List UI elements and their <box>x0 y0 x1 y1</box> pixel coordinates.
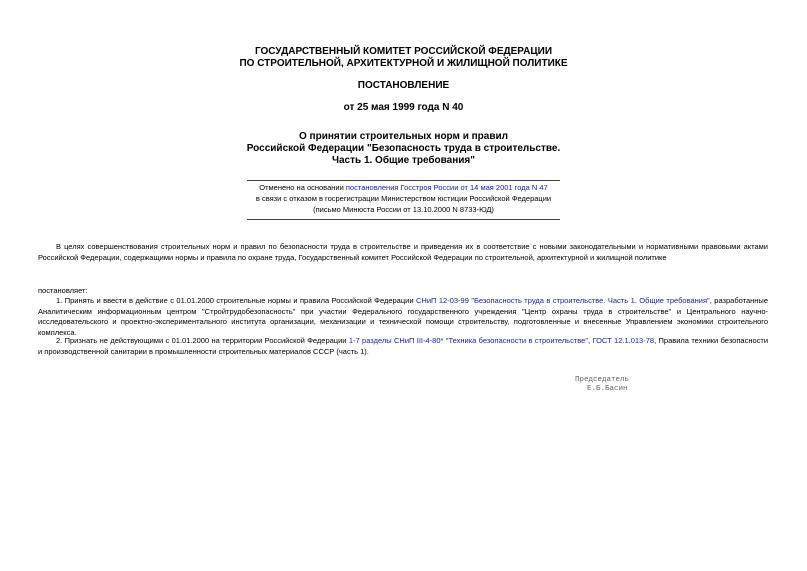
item-1-text-cont: , разработанные Аналитическим информационным центром "Стройтрудобезопасность" при участии Федерального государственного учреждения "Центр охраны труда в строительстве" и Центрального научно-исследовательского и проектно-экспериментального института организации, механизации и технической помощи строительству, подготовленные и внесенные Управлением экономики строительного комплекса. <box>38 296 768 337</box>
document-type: ПОСТАНОВЛЕНИЕ <box>357 80 450 91</box>
item-2-text: 2. Признать не действующими с 01.01.2000 на территории Российской Федерации <box>56 336 349 345</box>
issuer-line-2: ПО СТРОИТЕЛЬНОЙ, АРХИТЕКТУРНОЙ И ЖИЛИЩНОЙ ПОЛИТИКЕ <box>239 58 568 69</box>
annul-note-line-1 <box>0 183 807 193</box>
item-1-paragraph <box>38 296 768 338</box>
item-1-text: 1. Принять и ввести в действие с 01.01.2000 строительные нормы и правила Российской Федерации <box>56 296 416 305</box>
issuer-line-1: ГОСУДАРСТВЕННЫЙ КОМИТЕТ РОССИЙСКОЙ ФЕДЕРАЦИИ <box>254 46 553 57</box>
divider-top <box>247 180 560 181</box>
subject-line-3: Часть 1. Общие требования" <box>331 155 476 166</box>
annul-note-prefix: Отменено на основании <box>259 183 346 192</box>
snip-iii-4-80-link[interactable]: 1-7 разделы СНиП III-4-80* "Техника безопасности в строительстве" <box>348 336 588 345</box>
subject-line-2: Российской Федерации "Безопасность труда в строительстве. <box>246 143 561 154</box>
signature-title: Председатель <box>575 376 630 384</box>
annul-decree-link[interactable]: постановления Госстроя России от 14 мая 2001 года N 47 <box>345 183 548 192</box>
subject-line-1: О принятии строительных норм и правил <box>299 131 508 142</box>
signature-name: Е.Б.Басин <box>587 385 628 393</box>
resolves-label: постановляет: <box>38 286 88 295</box>
annul-note-line-3: (письмо Минюста России от 13.10.2000 N 8733-ЮД) <box>313 205 494 214</box>
annul-note-line-2: в связи с отказом в госрегистрации Министерством юстиции Российской Федерации <box>255 194 552 203</box>
snip-12-03-99-link[interactable]: СНиП 12-03-99 "Безопасность труда в строительстве. Часть 1. Общие требования" <box>415 296 710 305</box>
preamble-paragraph: В целях совершенствования строительных норм и правил по безопасности труда в строительстве и приведения их в соответствие с новыми законодательными и нормативными правовыми актами Российской Федерации, содержащими нормы и правила по охране труда, Государственный комитет Российской Федерации по строительной, архитектурной и жилищной политике <box>38 242 768 262</box>
item-2-separator: , <box>588 336 593 345</box>
item-2-text-cont: , Правила техники безопасности и производственной санитарии в промышленности строительных материалов СССР (часть 1). <box>38 336 769 356</box>
document-date: от 25 мая 1999 года N 40 <box>343 102 464 113</box>
divider-bottom <box>247 219 560 220</box>
item-2-paragraph <box>38 336 768 357</box>
gost-12-1-013-78-link[interactable]: ГОСТ 12.1.013-78 <box>592 336 655 345</box>
